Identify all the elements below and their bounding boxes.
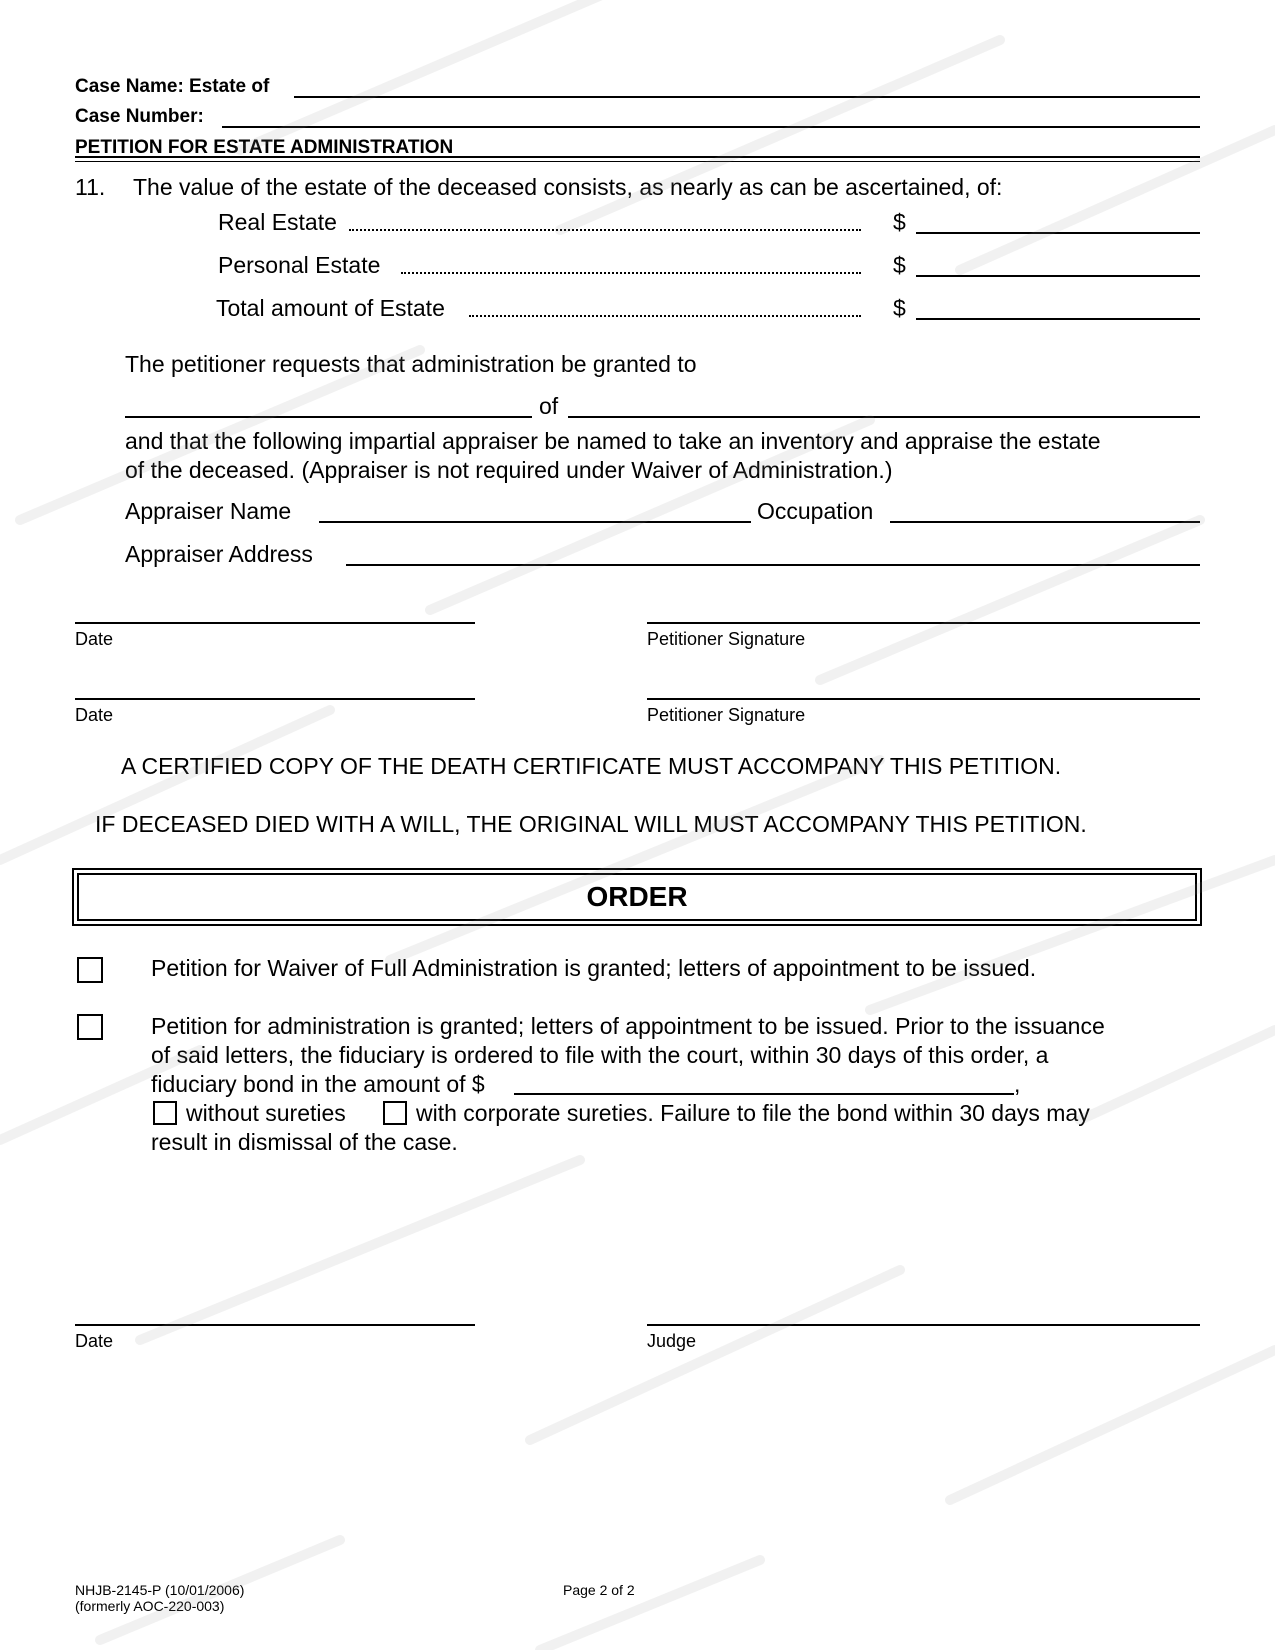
item-number: 11. [75,174,106,200]
form-title: PETITION FOR ESTATE ADMINISTRATION [75,137,454,158]
petitioner-signature-label: Petitioner Signature [647,705,806,725]
order-title: ORDER [586,881,688,912]
administration-option-line3: fiduciary bond in the amount of $ [151,1071,485,1097]
page-number: Page 2 of 2 [563,1582,635,1598]
personal-estate-label: Personal Estate [218,252,381,278]
of-label: of [539,393,559,419]
petitioner-signature-label: Petitioner Signature [647,629,806,649]
with-corporate-sureties-label: with corporate sureties. Failure to file the bond within 30 days may [416,1100,1090,1126]
case-name-label: Case Name: Estate of [75,76,270,97]
case-number-label: Case Number: [75,106,204,127]
date-label: Date [75,705,114,725]
order-date-label: Date [75,1331,114,1351]
formerly-id: (formerly AOC-220-003) [75,1598,225,1614]
bond-comma: , [1014,1071,1021,1097]
total-estate-label: Total amount of Estate [216,295,445,321]
waiver-option-text: Petition for Waiver of Full Administration is granted; letters of appointment to be issued. [151,955,1037,981]
form-id: NHJB-2145-P (10/01/2006) [75,1582,245,1598]
will-notice: IF DECEASED DIED WITH A WILL, THE ORIGINAL WILL MUST ACCOMPANY THIS PETITION. [95,811,1087,837]
occupation-label: Occupation [757,498,874,524]
administration-option-line2: of said letters, the fiduciary is ordered to file with the court, within 30 days of this order, a [151,1042,1049,1068]
appraiser-request-line2: of the deceased. (Appraiser is not required under Waiver of Administration.) [125,457,893,483]
without-sureties-label: without sureties [186,1100,346,1126]
date-label: Date [75,629,114,649]
judge-label: Judge [647,1331,697,1351]
request-text: The petitioner requests that administration be granted to [125,351,697,377]
item-intro: The value of the estate of the deceased consists, as nearly as can be ascertained, of: [133,174,1003,200]
currency-symbol: $ [893,252,906,278]
appraiser-name-label: Appraiser Name [125,498,292,524]
administration-option-line5: result in dismissal of the case. [151,1129,458,1155]
death-certificate-notice: A CERTIFIED COPY OF THE DEATH CERTIFICATE MUST ACCOMPANY THIS PETITION. [121,753,1062,779]
appraiser-address-label: Appraiser Address [125,541,313,567]
appraiser-request-line1: and that the following impartial appraiser be named to take an inventory and appraise the estate [125,428,1101,454]
administration-option-line1: Petition for administration is granted; letters of appointment to be issued. Prior to the issuance [151,1013,1105,1039]
currency-symbol: $ [893,295,906,321]
currency-symbol: $ [893,209,906,235]
real-estate-label: Real Estate [218,209,337,235]
